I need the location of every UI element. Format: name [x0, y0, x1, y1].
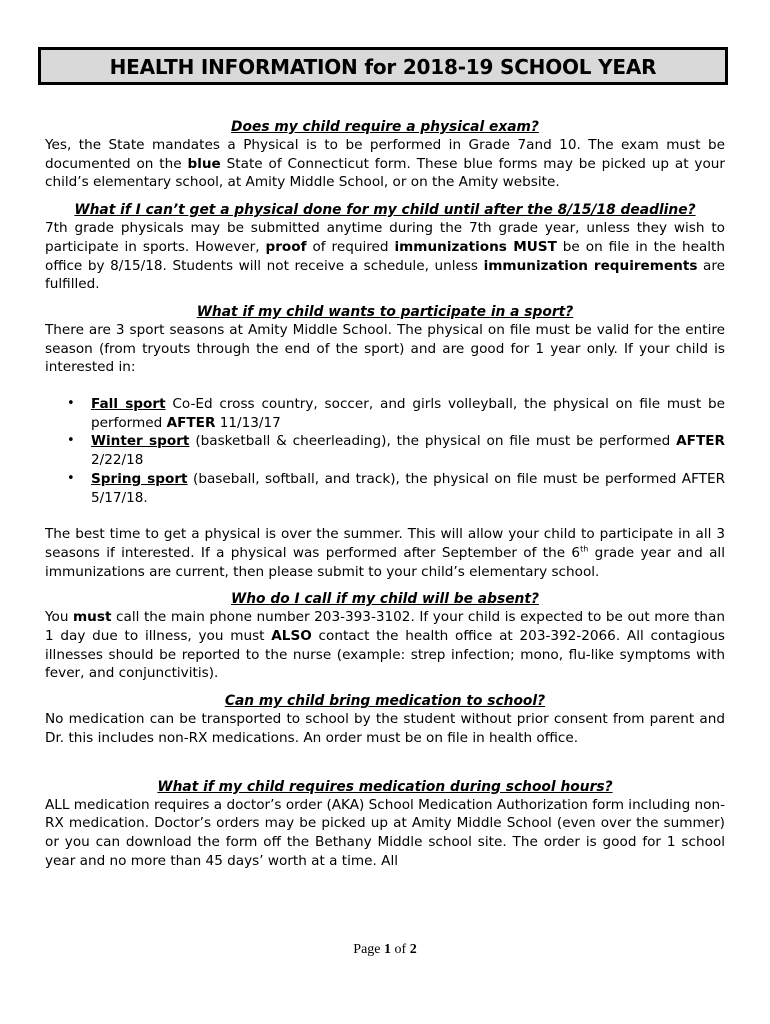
bullet-icon: •: [67, 470, 75, 486]
title-banner: [38, 47, 728, 85]
question-bring-medication: Can my child bring medication to school?: [224, 693, 546, 710]
document-body: [45, 118, 725, 870]
question-physical-exam: Does my child require a physical exam?: [231, 119, 539, 135]
question-absent: Who do I call if my child will be absent?: [231, 591, 539, 608]
question-medication-school-hours: What if my child requires medication during school hours?: [157, 778, 613, 795]
sport-seasons-list: [45, 395, 725, 507]
answer-physical-exam: Yes, the State mandates a Physical is to be performed in Grade 7and 10. The exam must be documented on the blue State of Connecticut form. These blue forms may be picked up at your child’s elementary school, at Amity Middle School, or on the Amity website.: [45, 137, 725, 191]
answer-sports-intro: There are 3 sport seasons at Amity Middle School. The physical on file must be valid for the entire season (from tryouts through the end of the sport) and are good for 1 year only. If your child is interested in:: [45, 321, 725, 376]
bullet-icon: •: [67, 433, 75, 449]
question-sports: What if my child wants to participate in a sport?: [196, 303, 574, 320]
bullet-icon: •: [67, 396, 75, 412]
answer-medication-school-hours: ALL medication requires a doctor’s order (AKA) School Medication Authorization form including non-RX medication. Doctor’s orders may be picked up at Amity Middle School (even over the summer) or you can download the form off the Bethany Middle school site. The order is good for 1 school year and no more than 45 days’ worth at a time. All: [45, 796, 725, 869]
answer-physical-deadline: 7th grade physicals may be submitted anytime during the 7th grade year, unless they wish to participate in sports. However, proof of required immunizations MUST be on file in the health office by 8/15/18. Students will not receive a schedule, unless immunization requirements are fulfilled.: [45, 220, 726, 293]
answer-sports-best-time: The best time to get a physical is over the summer. This will allow your child to participate in all 3 seasons if interested. If a physical was performed after September of the 6th grade year and all immunizations are current, then please submit to your child’s elementary school.: [45, 526, 725, 580]
list-item-fall-sport: • Fall sport Co-Ed cross country, soccer, and girls volleyball, the physical on file must be performed AFTER 11/13/17: [67, 396, 725, 431]
answer-absent: You must call the main phone number 203-393-3102. If your child is expected to be out more than 1 day due to illness, you must ALSO contact the health office at 203-392-2066. All contagious illnesses should be reported to the nurse (example: strep infection; mono, flu-like symptoms with fever, and conjunctivitis).: [45, 609, 725, 682]
question-physical-deadline: What if I can’t get a physical done for my child until after the 8/15/18 deadline?: [74, 202, 696, 219]
list-item-spring-sport: • Spring sport (baseball, softball, and track), the physical on file must be performed AFTER 5/17/18.: [67, 470, 726, 506]
answer-bring-medication: No medication can be transported to school by the student without prior consent from parent and Dr. this includes non-RX medications. An order must be on file in health office.: [45, 711, 725, 746]
page-title: HEALTH INFORMATION for 2018-19 SCHOOL YEAR: [109, 55, 657, 79]
page-number: Page 1 of 2: [353, 942, 417, 957]
list-item-winter-sport: • Winter sport (basketball & cheerleading), the physical on file must be performed AFTER 2/22/18: [67, 433, 725, 469]
